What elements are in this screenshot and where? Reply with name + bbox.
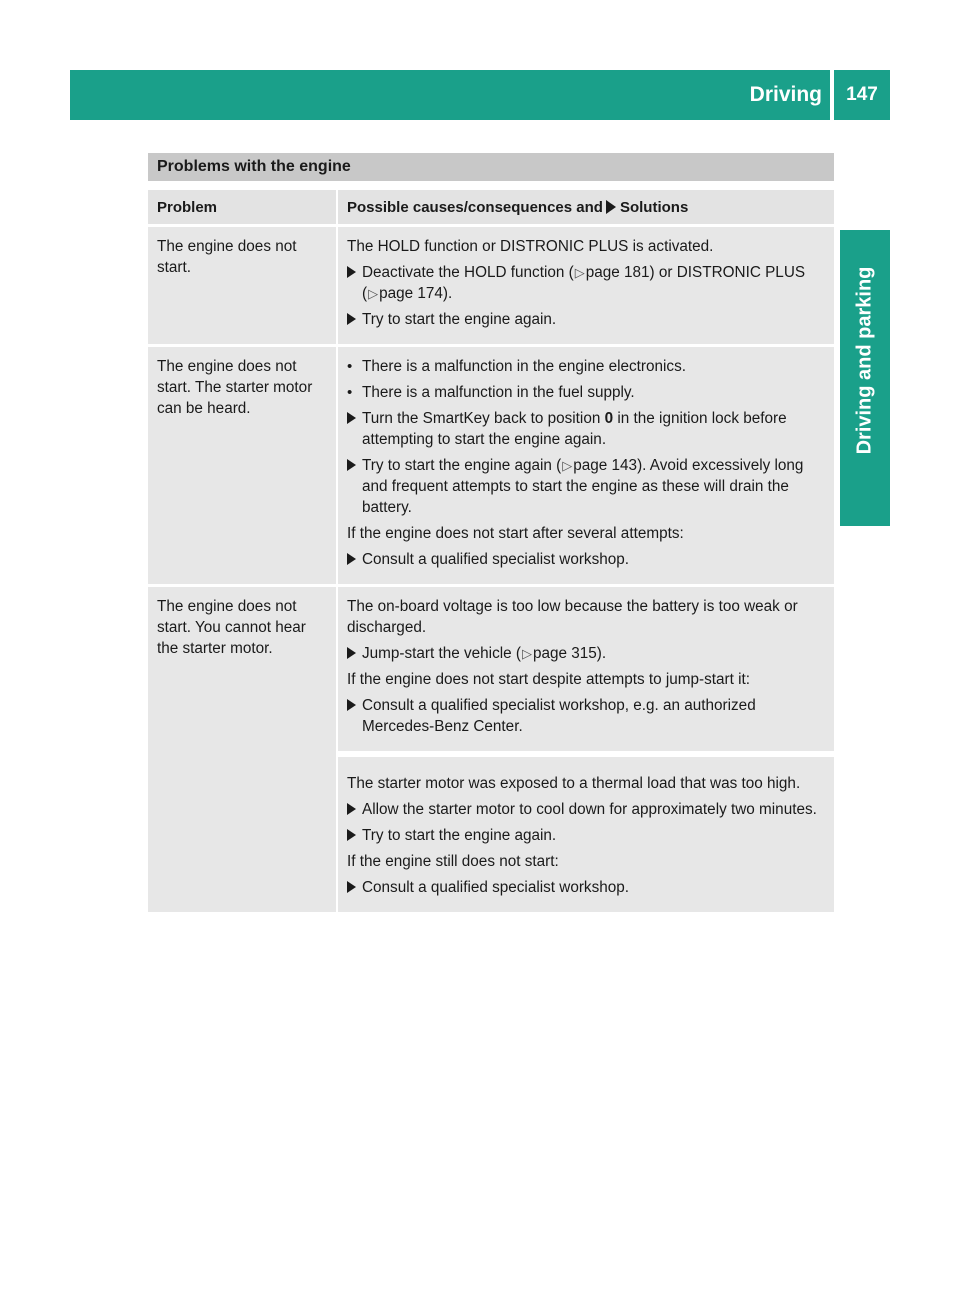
page-ref-link[interactable]: page 174 [379,285,443,302]
action-step: Try to start the engine again. [347,309,828,330]
table-row [148,587,834,754]
solution-cell [336,587,834,754]
action-arrow-icon [347,647,356,659]
table-row [148,227,834,347]
action-arrow-icon [347,881,356,893]
header-solutions [336,190,834,227]
action-arrow-icon [347,803,356,815]
cause-bullet: • There is a malfunction in the fuel supply. [347,384,635,401]
action-step: Consult a qualified specialist workshop. [347,549,828,570]
page-ref-icon: ▷ [368,286,379,301]
problems-table [148,190,834,915]
solution-cell [336,754,834,915]
page-ref-link[interactable]: page 143 [573,457,638,474]
table-title: Problems with the engine [148,153,834,181]
condition-text: If the engine does not start despite attempts to jump-start it: [347,671,751,688]
action-arrow-icon [347,829,356,841]
page-number: 147 [834,70,890,120]
chapter-tab-label: Driving and parking [853,266,876,454]
chapter-marker [840,476,890,526]
header-bar [70,70,830,120]
page-ref-icon: ▷ [521,646,532,661]
condition-text: If the engine does not start after several attempts: [347,525,684,542]
solution-cell [336,347,834,587]
header-solutions-label: Solutions [619,199,689,216]
table-header-row [148,190,834,227]
bullet-icon: • [347,384,353,401]
problem-cell: The engine does not start. You cannot hear the starter motor. [148,587,336,915]
page-ref-icon: ▷ [562,458,573,473]
action-step: Consult a qualified specialist workshop. [347,877,828,898]
page-ref-link[interactable]: page 315 [532,645,597,662]
action-arrow-icon [347,266,356,278]
engine-problems-table [148,153,834,915]
action-step: Turn the SmartKey back to position 0 in the ignition lock before attempting to start the engine again. [347,408,828,450]
action-arrow-icon [347,553,356,565]
action-step: Allow the starter motor to cool down for approximately two minutes. [347,799,828,820]
section-title: Driving [749,83,822,106]
header-solutions-text: Possible causes/consequences and [347,199,603,216]
condition-text: If the engine still does not start: [347,853,559,870]
action-arrow-icon [347,699,356,711]
key-position: 0 [604,410,614,427]
action-arrow-icon [347,412,356,424]
bullet-icon: • [347,358,353,375]
header-problem: Problem [148,190,336,227]
solution-cell [336,227,834,347]
page-ref-link[interactable]: page 181 [585,264,650,281]
cause-text: The HOLD function or DISTRONIC PLUS is activated. [347,238,714,255]
action-step: Try to start the engine again (▷page 143). Avoid excessively long and frequent attempts to start the engine as these will drain the battery. [347,455,828,518]
page-ref-icon: ▷ [574,265,585,280]
table-row [148,347,834,587]
action-arrow-icon [347,313,356,325]
problem-cell: The engine does not start. The starter motor can be heard. [148,347,336,587]
action-step: Jump-start the vehicle (▷page 315). [347,643,828,664]
chapter-tab[interactable] [840,230,890,490]
cause-text: The starter motor was exposed to a thermal load that was too high. [347,775,801,792]
action-step: Consult a qualified specialist workshop, e.g. an authorized Mercedes-Benz Center. [347,695,828,737]
problem-cell: The engine does not start. [148,227,336,347]
action-step: Deactivate the HOLD function (▷page 181) or DISTRONIC PLUS (▷page 174). [347,262,828,304]
cause-text: The on-board voltage is too low because the battery is too weak or discharged. [347,598,798,636]
cause-bullet: • There is a malfunction in the engine electronics. [347,358,686,375]
action-arrow-icon [606,200,616,214]
action-step: Try to start the engine again. [347,825,828,846]
action-arrow-icon [347,459,356,471]
